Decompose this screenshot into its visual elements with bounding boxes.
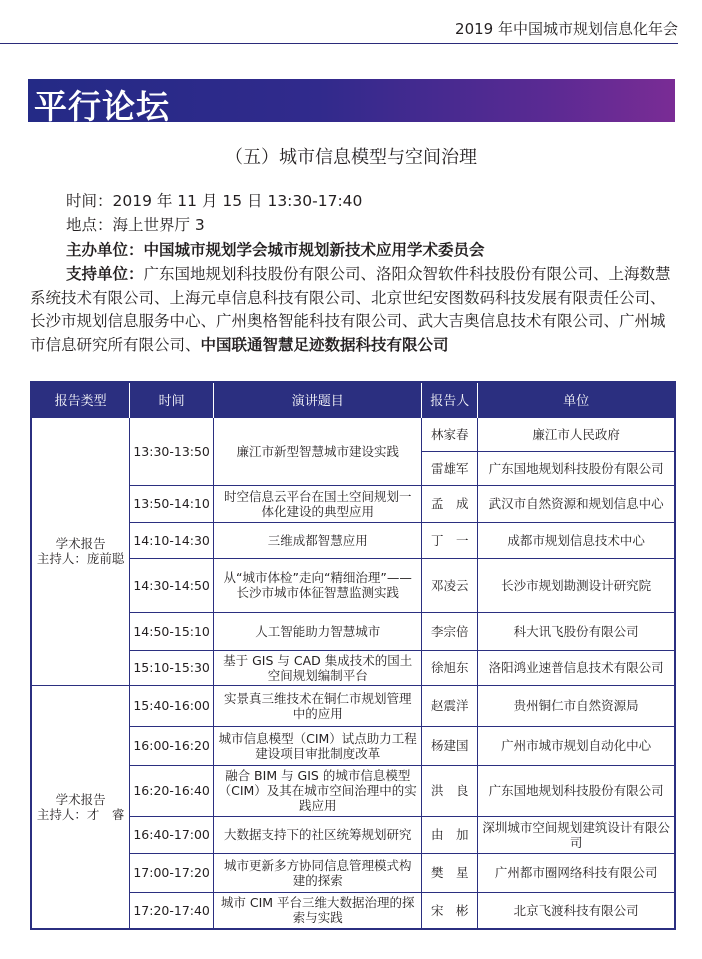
speaker-cell: 宋 彬 — [422, 892, 478, 929]
section-banner — [28, 79, 675, 126]
org-cell: 贵州铜仁市自然资源局 — [478, 685, 675, 726]
table-header-row — [31, 382, 675, 417]
time-cell: 16:20-16:40 — [130, 765, 214, 816]
org-cell: 科大讯飞股份有限公司 — [478, 612, 675, 650]
org-cell: 长沙市规划勘测设计研究院 — [478, 558, 675, 612]
org-cell: 广州都市圈网络科技有限公司 — [478, 853, 675, 892]
speaker-cell: 林家春 — [422, 417, 478, 451]
header-rule — [0, 43, 678, 44]
topic-cell: 城市 CIM 平台三维大数据治理的探索与实践 — [214, 892, 422, 929]
report-host: 主持人：庞前聪 — [36, 551, 125, 566]
schedule-table — [30, 381, 676, 930]
header-org: 单位 — [478, 382, 675, 417]
time-cell: 16:00-16:20 — [130, 726, 214, 765]
topic-cell: 大数据支持下的社区统筹规划研究 — [214, 816, 422, 853]
forum-subtitle: （五）城市信息模型与空间治理 — [225, 147, 477, 168]
speaker-cell: 孟 成 — [422, 485, 478, 522]
speaker-cell: 赵震洋 — [422, 685, 478, 726]
org-cell: 成都市规划信息技术中心 — [478, 522, 675, 558]
speaker-cell: 徐旭东 — [422, 650, 478, 685]
speaker-cell: 洪 良 — [422, 765, 478, 816]
org-cell: 深圳城市空间规划建筑设计有限公司 — [478, 816, 675, 853]
report-type-cell — [31, 417, 130, 685]
report-type: 学术报告 — [55, 791, 106, 807]
header-topic: 演讲题目 — [214, 382, 422, 417]
time-cell: 13:30-13:50 — [130, 417, 214, 485]
topic-cell: 时空信息云平台在国土空间规划一体化建设的典型应用 — [214, 485, 422, 522]
banner-title: 平行论坛 — [34, 87, 170, 126]
topic-cell: 人工智能助力智慧城市 — [214, 612, 422, 650]
header-speaker: 报告人 — [422, 382, 478, 417]
report-type: 学术报告 — [55, 536, 106, 551]
time-cell: 14:30-14:50 — [130, 558, 214, 612]
host-value: 中国城市规划学会城市规划新技术应用学术委员会 — [143, 241, 485, 259]
topic-cell: 从“城市体检”走向“精细治理”——长沙市城市体征智慧监测实践 — [214, 558, 422, 612]
time-cell: 14:10-14:30 — [130, 522, 214, 558]
topic-cell: 基于 GIS 与 CAD 集成技术的国土空间规划编制平台 — [214, 650, 422, 685]
info-place: 地点：海上世界厅 3 — [66, 216, 205, 234]
topic-cell: 城市信息模型（CIM）试点助力工程建设项目审批制度改革 — [214, 726, 422, 765]
info-host — [66, 239, 702, 262]
org-cell: 广东国地规划科技股份有限公司 — [478, 765, 675, 816]
support-value: 广东国地规划科技股份有限公司、洛阳众智软件科技股份有限公司、上海数慧系统技术有限公司、上海元卓信息科技有限公司、北京世纪安图数码科技发展有限责任公司、长沙市规划信息服务中心、广州奥格智能科技有限公司、武大吉奥信息技术有限公司、广州城市信息研究所有限公司、 — [30, 265, 671, 354]
info-support — [30, 263, 678, 357]
time-cell: 14:50-15:10 — [130, 612, 214, 650]
topic-cell: 融合 BIM 与 GIS 的城市信息模型（CIM）及其在城市空间治理中的实践应用 — [214, 765, 422, 816]
topic-cell: 廉江市新型智慧城市建设实践 — [214, 417, 422, 485]
header-type: 报告类型 — [31, 382, 130, 417]
topic-cell: 城市更新多方协同信息管理模式构建的探索 — [214, 853, 422, 892]
time-cell: 15:40-16:00 — [130, 685, 214, 726]
time-cell: 15:10-15:30 — [130, 650, 214, 685]
org-cell: 武汉市自然资源和规划信息中心 — [478, 485, 675, 522]
org-cell: 北京飞渡科技有限公司 — [478, 892, 675, 929]
host-label: 主办单位： — [66, 241, 144, 259]
header-time: 时间 — [130, 382, 214, 417]
topic-cell: 实景真三维技术在铜仁市规划管理中的应用 — [214, 685, 422, 726]
support-label: 支持单位： — [66, 265, 144, 283]
conference-header: 2019 年中国城市规划信息化年会 — [455, 20, 678, 38]
support-bold: 中国联通智慧足迹数据科技有限公司 — [200, 335, 449, 354]
time-cell: 16:40-17:00 — [130, 816, 214, 853]
table-row — [31, 685, 675, 726]
time-cell: 17:20-17:40 — [130, 892, 214, 929]
info-time: 时间：2019 年 11 月 15 日 13:30-17:40 — [66, 192, 363, 210]
org-cell: 广东国地规划科技股份有限公司 — [478, 451, 675, 485]
table-row — [31, 417, 675, 451]
report-host: 主持人：才 睿 — [36, 806, 125, 822]
org-cell: 廉江市人民政府 — [478, 417, 675, 451]
report-type-cell — [31, 685, 130, 929]
org-cell: 广州市城市规划自动化中心 — [478, 726, 675, 765]
time-cell: 17:00-17:20 — [130, 853, 214, 892]
speaker-cell: 由 加 — [422, 816, 478, 853]
time-cell: 13:50-14:10 — [130, 485, 214, 522]
speaker-cell: 杨建国 — [422, 726, 478, 765]
speaker-cell: 丁 一 — [422, 522, 478, 558]
speaker-cell: 李宗倍 — [422, 612, 478, 650]
speaker-cell: 邓凌云 — [422, 558, 478, 612]
org-cell: 洛阳鸿业速普信息技术有限公司 — [478, 650, 675, 685]
speaker-cell: 樊 星 — [422, 853, 478, 892]
speaker-cell: 雷雄军 — [422, 451, 478, 485]
topic-cell: 三维成都智慧应用 — [214, 522, 422, 558]
